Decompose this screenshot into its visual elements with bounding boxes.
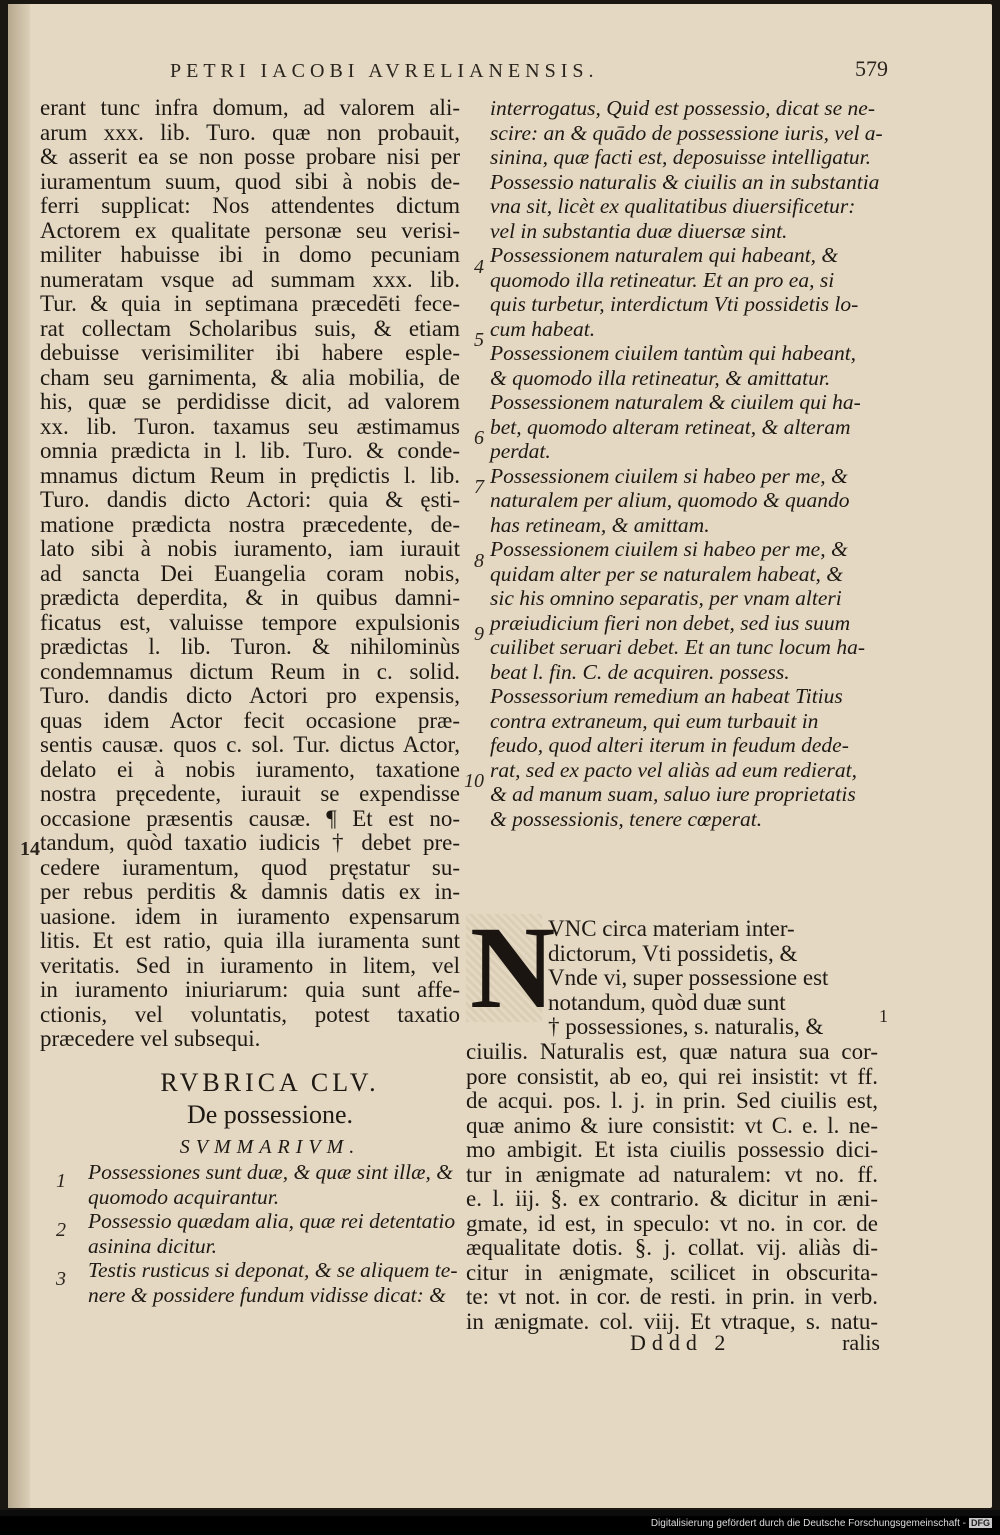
- text-line: e. l. iij. §. ex contrario. & dicitur in æni-: [466, 1186, 878, 1211]
- text-line: per rebus perditis & damnis datis ex in-: [40, 879, 460, 904]
- signature-line: [630, 1330, 880, 1358]
- text-line: delato ei à nobis iuramento, taxatione: [40, 756, 460, 782]
- item-number: 2: [56, 1219, 66, 1241]
- summary-line: cum habeat.: [490, 316, 596, 341]
- text-line: his, quæ se perdidisse dicit, ad valorem: [40, 389, 460, 414]
- summarium-heading: SVMMARIVM.: [179, 1136, 361, 1158]
- page-number: 579: [855, 56, 888, 81]
- summary-line: has retineam, & amittam.: [490, 512, 710, 537]
- summary-line: asinina dicitur.: [88, 1233, 218, 1258]
- summary-line: interrogatus, Quid est possessio, dicat se ne-: [490, 96, 875, 120]
- summary-line: Possessorium remedium an habeat Titius: [490, 684, 843, 708]
- summary-line: Possessionem ciuilem si habeo per me, &: [490, 463, 848, 488]
- text-line: Tur. & quia in septimana præcedēti fece-: [40, 291, 460, 316]
- summary-line: & quomodo illa retineatur, & amittatur.: [490, 365, 831, 390]
- summary-line: Possessio naturalis & ciuilis an in substantia: [490, 169, 880, 194]
- text-line: militer habuisse ibi in domo pecuniam: [40, 242, 460, 267]
- text-line: & asserit ea se non posse probare nisi per: [40, 144, 460, 169]
- item-number: 3: [56, 1268, 66, 1290]
- summary-line: perdat.: [490, 439, 551, 463]
- summary-line: Possessionem ciuilem si habeo per me, &: [490, 537, 848, 561]
- summary-line: feudo, quod alteri iterum in feudum dede-: [490, 733, 849, 757]
- text-line: prædictas l. lib. Turon. & nihilominùs: [40, 634, 460, 659]
- summary-line: & possessionis, tenere cœperat.: [490, 806, 763, 831]
- text-line: dictorum, Vti possidetis, &: [548, 940, 798, 966]
- text-line: occasione præsentis causæ. ¶ Et est no-: [40, 805, 460, 831]
- item-number: 5: [474, 329, 484, 351]
- text-line: veritatis. Sed in iuramento in litem, vel: [40, 952, 460, 978]
- summary-line: beat l. fin. C. de acquiren. possess.: [490, 659, 790, 684]
- text-line: numeratam vsque ad summam xxx. lib.: [40, 266, 460, 292]
- summary-line: naturalem per alium, quomodo & quando: [490, 488, 850, 512]
- text-line: matione prædicta nostra præcedente, de-: [40, 511, 460, 537]
- item-number: 10: [464, 770, 484, 792]
- summary-line: Possessiones sunt duæ, & quæ sint illæ, &: [88, 1160, 453, 1184]
- summary-line: Possessionem naturalem & ciuilem qui ha-: [490, 390, 861, 414]
- right-column-summary: [472, 96, 883, 831]
- item-number: 8: [474, 549, 484, 572]
- nunc-paragraph-beside-cap: [548, 917, 878, 1040]
- footer-credit: [600, 1518, 992, 1532]
- nunc-paragraph: [466, 1040, 878, 1334]
- text-line: omnia prædicta in l. lib. Turo. & conde-: [40, 438, 460, 463]
- text-line: † possessiones, s. naturalis, &: [548, 1014, 824, 1039]
- margin-number: 1: [879, 1006, 888, 1026]
- summary-line: Testis rusticus si deponat, & se aliquem te-: [88, 1258, 458, 1282]
- text-line: quæ animo & iure consistit: vt C. e. l. ne-: [466, 1112, 878, 1138]
- summary-line: Possessionem ciuilem tantùm qui habeant,: [490, 341, 857, 365]
- item-number: 4: [474, 255, 484, 278]
- summary-line: quis turbetur, interdictum Vti possidetis lo-: [490, 292, 859, 316]
- summary-line: sic his omnino separatis, per vnam alteri: [490, 586, 842, 610]
- dfg-logo: DFG: [971, 1518, 990, 1528]
- text-line: cedere iuramentum, quod pręstatur su-: [40, 854, 460, 880]
- footer-text: Digitalisierung gefördert durch die Deutsche Forschungsgemeinschaft -: [650, 1518, 966, 1529]
- text-line: in iuramento iniuriarum: quia sunt affe-: [40, 977, 460, 1002]
- text-line: sentis causæ. quos c. sol. Tur. dictus Actor,: [40, 732, 460, 757]
- text-line: Vnde vi, super possessione est: [548, 965, 829, 990]
- text-line: cham seu garnimenta, & alia mobilia, de: [40, 364, 460, 390]
- summary-line: Possessio quædam alia, quæ rei detentatio: [88, 1209, 456, 1233]
- text-line: ficatus est, valuisse tempore expulsionis: [40, 609, 460, 635]
- page-gutter: [8, 4, 30, 1508]
- text-line: arum xxx. lib. Turo. quæ non probauit,: [40, 119, 460, 145]
- text-line: in ænigmate. col. viij. Et vtraque, s. natu-: [466, 1308, 878, 1334]
- summary-line: quomodo illa retineatur. Et an pro ea, si: [490, 267, 835, 292]
- summary-line: Possessionem naturalem qui habeant, &: [490, 243, 839, 267]
- footer-bar: [0, 1510, 1000, 1516]
- text-line: citur in ænigmate, scilicet in obscurita-: [466, 1259, 878, 1285]
- text-line: gmate, id est, in speculo: vt no. in cor. de: [466, 1210, 878, 1236]
- rubric-title: De possessione.: [186, 1100, 354, 1129]
- text-line: VNC circa materiam inter-: [548, 916, 795, 941]
- signature-mark: Dddd 2: [630, 1330, 732, 1355]
- text-line: mnamus dictum Reum in prędictis l. lib.: [40, 462, 460, 488]
- text-line: notandum, quòd duæ sunt: [548, 989, 786, 1015]
- running-head: PETRI IACOBI AVRELIANENSIS.: [170, 60, 599, 82]
- text-line: xx. lib. Turon. taxamus seu æstimamus: [40, 413, 460, 439]
- text-line: ctionis, vel voluntatis, potest taxatio: [40, 1001, 460, 1027]
- summary-line: cuilibet seruari debet. Et an tunc locum ha-: [490, 635, 865, 659]
- text-line: tur in ænigmate ad naturalem: vt no. ff.: [466, 1161, 878, 1187]
- summary-line: sinina, quæ facti est, deposuisse intelligatur.: [490, 145, 872, 169]
- text-line: te: vt not. in cor. de resti. in prin. in verb.: [466, 1284, 878, 1309]
- summary-line: vel in substantia duæ diuersæ sint.: [490, 218, 788, 243]
- text-line: præcedere vel subsequi.: [40, 1026, 261, 1051]
- item-number: 7: [474, 476, 484, 498]
- summary-line: & ad manum suam, saluo iure proprietatis: [490, 782, 856, 806]
- text-line: Turo. dandis dicto Actori: quia & ęsti-: [40, 487, 460, 512]
- text-line: de acqui. pos. l. j. in prin. Sed ciuilis est,: [466, 1088, 878, 1113]
- text-line: condemnamus dictum Reum in c. solid.: [40, 658, 460, 684]
- summary-line: præiudicium fieri non debet, sed ius suum: [490, 610, 851, 635]
- text-line: tandum, quòd taxatio iudicis † debet pre-: [40, 830, 460, 855]
- summary-line: vna sit, licèt ex qualitatibus diuersificetur:: [490, 194, 856, 218]
- summary-line: scire: an & quādo de possessione iuris, vel a-: [490, 120, 883, 145]
- dropcap-letter: N: [470, 902, 556, 1033]
- text-line: nostra pręcedente, iurauit se expendisse: [40, 781, 460, 806]
- summary-line: rat, sed ex pacto vel aliàs ad eum redierat,: [490, 757, 858, 782]
- text-line: æqualitate dotis. §. j. collat. vij. aliàs di-: [466, 1235, 878, 1260]
- text-line: lato sibi à nobis iuramento, iam iurauit: [40, 536, 460, 561]
- catchword: ralis: [842, 1330, 880, 1355]
- margin-number: 14: [20, 838, 40, 860]
- item-number: 6: [474, 427, 484, 449]
- text-line: litis. Et est ratio, quia illa iuramenta sunt: [40, 928, 460, 953]
- text-line: ferri supplicat: Nos attendentes dictum: [40, 193, 460, 218]
- summary-line: nere & possidere fundum vidisse dicat: &: [88, 1282, 446, 1307]
- summary-line: quomodo acquirantur.: [88, 1184, 280, 1209]
- item-number: 9: [474, 623, 484, 645]
- text-line: uasione. idem in iuramento expensarum: [40, 903, 460, 929]
- text-line: quas idem Actor fecit occasione præ-: [40, 707, 460, 733]
- rubric-heading: RVBRICA CLV.: [160, 1068, 380, 1097]
- text-line: mo ambigit. Et ista ciuilis possessio dici-: [466, 1137, 878, 1162]
- text-line: erant tunc infra domum, ad valorem ali-: [40, 95, 460, 120]
- summary-line: quidam alter per se naturalem habeat, &: [490, 561, 843, 586]
- item-number: 1: [56, 1170, 66, 1192]
- text-line: Turo. dandis dicto Actori pro expensis,: [40, 683, 460, 708]
- text-line: rat collectam Scholaribus suis, & etiam: [40, 315, 460, 341]
- text-line: ad sancta Dei Euangelia coram nobis,: [40, 560, 460, 586]
- text-line: pore consistit, ab eo, qui rei insistit: vt ff.: [466, 1063, 878, 1089]
- summary-line: bet, quomodo alteram retineat, & alteram: [490, 414, 851, 439]
- text-line: debuisse verisimiliter ibi habere esple-: [40, 340, 460, 365]
- summary-list: [48, 1160, 463, 1307]
- text-line: iuramentum suum, quod sibi à nobis de-: [40, 168, 460, 194]
- summary-line: contra extraneum, qui eum turbauit in: [490, 708, 819, 733]
- left-column-text: [40, 96, 460, 1052]
- text-line: ciuilis. Naturalis est, quæ natura sua cor-: [466, 1039, 878, 1064]
- text-line: Actorem ex qualitate personæ seu verisi-: [40, 217, 460, 243]
- text-line: prædicta deperdita, & in quibus damni-: [40, 585, 460, 610]
